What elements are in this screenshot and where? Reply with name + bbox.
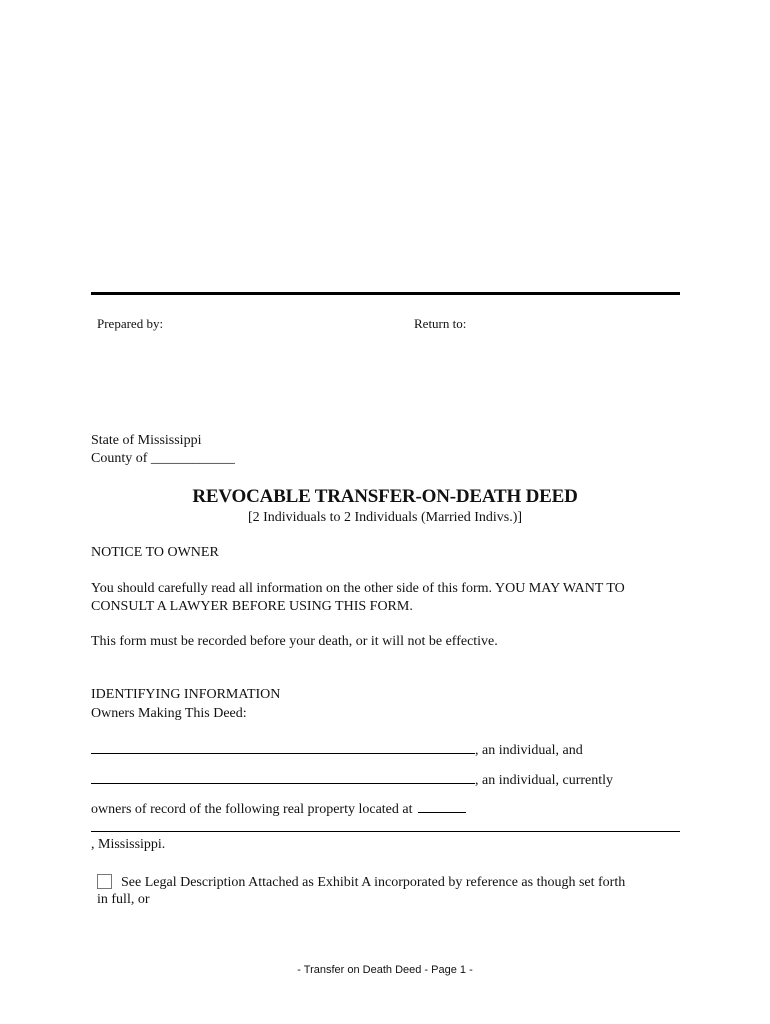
notice-heading: NOTICE TO OWNER	[91, 545, 219, 560]
return-to-label: Return to:	[414, 316, 467, 331]
deed-subtitle: [2 Individuals to 2 Individuals (Married Indivs.)]	[247, 510, 523, 525]
county-line: County of ____________	[91, 451, 235, 466]
property-location-line	[91, 800, 466, 818]
owner-1-line	[91, 741, 583, 759]
county-location-field[interactable]	[418, 800, 466, 813]
page-footer: - Transfer on Death Deed - Page 1 -	[297, 964, 473, 976]
notice-paragraph-line-1: You should carefully read all information on the other side of this form. YOU MAY WANT TO	[91, 581, 625, 596]
state-suffix: , Mississippi.	[91, 837, 166, 852]
owner-1-suffix: , an individual, and	[475, 743, 583, 758]
owner-2-line	[91, 771, 613, 789]
header-rule	[91, 292, 680, 295]
property-location-text: owners of record of the following real property located at	[91, 802, 413, 817]
owner-1-name-field[interactable]	[91, 741, 475, 754]
notice-paragraph-line-2: CONSULT A LAWYER BEFORE USING THIS FORM.	[91, 599, 413, 614]
deed-title: REVOCABLE TRANSFER-ON-DEATH DEED	[192, 486, 578, 507]
owner-2-name-field[interactable]	[91, 771, 475, 784]
owners-label: Owners Making This Deed:	[91, 706, 247, 721]
owner-2-suffix: , an individual, currently	[475, 773, 614, 788]
identifying-heading: IDENTIFYING INFORMATION	[91, 687, 281, 702]
exhibit-a-checkbox[interactable]	[97, 874, 112, 889]
property-address-field[interactable]	[91, 831, 680, 832]
recording-warning: This form must be recorded before your death, or it will not be effective.	[91, 634, 498, 649]
exhibit-a-text-line-2: in full, or	[97, 892, 150, 907]
state-line: State of Mississippi	[91, 433, 202, 448]
prepared-by-label: Prepared by:	[97, 316, 164, 331]
exhibit-a-text-line-1: See Legal Description Attached as Exhibit A incorporated by reference as though set forth	[121, 875, 626, 890]
